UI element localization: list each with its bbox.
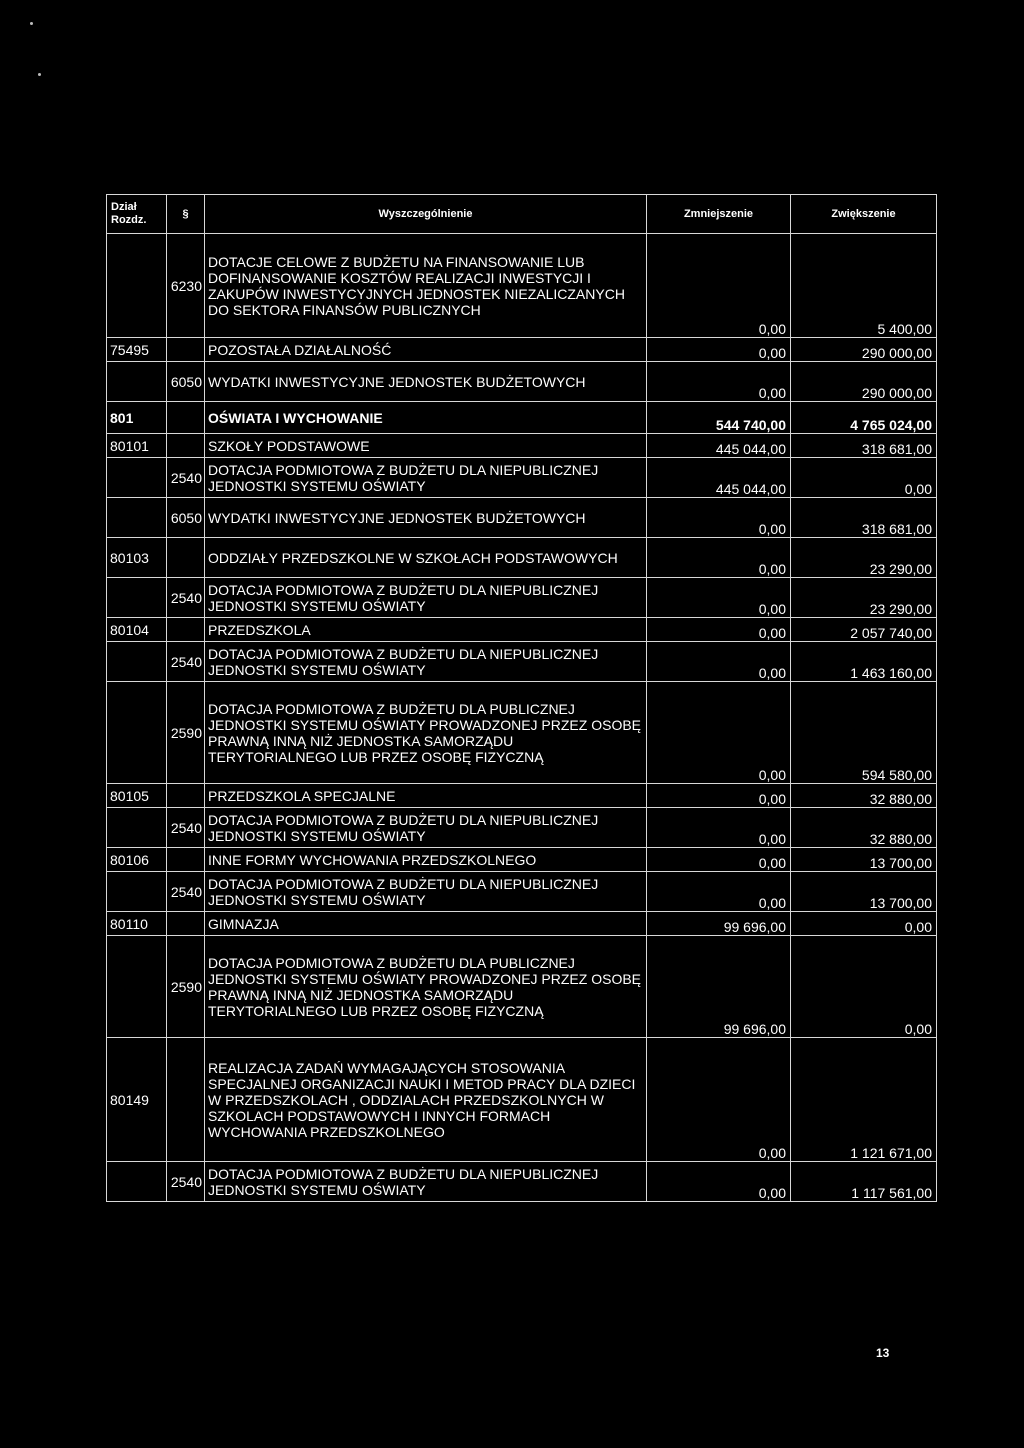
row-decrease-cell: 0,00 xyxy=(647,872,791,912)
table-header-row xyxy=(107,195,937,234)
row-description-cell: DOTACJA PODMIOTOWA Z BUDŻETU DLA PUBLICZNEJ JEDNOSTKI SYSTEMU OŚWIATY PROWADZONEJ PRZEZ OSOBĘ PRAWNĄ INNĄ NIŻ JEDNOSTKA SAMORZĄDU TERYTORIALNEGO LUB PRZEZ OSOBĘ FIZYCZNĄ xyxy=(205,936,647,1038)
row-increase-cell: 290 000,00 xyxy=(791,338,937,362)
row-decrease-cell: 445 044,00 xyxy=(647,458,791,498)
row-decrease-cell: 0,00 xyxy=(647,234,791,338)
row-code-cell: 801 xyxy=(107,402,167,434)
table-row xyxy=(107,402,937,434)
row-description-cell: DOTACJA PODMIOTOWA Z BUDŻETU DLA NIEPUBLICZNEJ JEDNOSTKI SYSTEMU OŚWIATY xyxy=(205,578,647,618)
header-description: Wyszczególnienie xyxy=(205,195,647,234)
row-description-cell: INNE FORMY WYCHOWANIA PRZEDSZKOLNEGO xyxy=(205,848,647,872)
table-row xyxy=(107,808,937,848)
row-paragraph-cell xyxy=(167,338,205,362)
table-row xyxy=(107,618,937,642)
row-decrease-cell: 544 740,00 xyxy=(647,402,791,434)
row-code-cell xyxy=(107,682,167,784)
row-code-cell xyxy=(107,362,167,402)
row-description-cell: WYDATKI INWESTYCYJNE JEDNOSTEK BUDŻETOWYCH xyxy=(205,498,647,538)
table-row xyxy=(107,434,937,458)
row-decrease-cell: 0,00 xyxy=(647,338,791,362)
row-code-cell xyxy=(107,872,167,912)
row-description-cell: PRZEDSZKOLA SPECJALNE xyxy=(205,784,647,808)
row-increase-cell: 23 290,00 xyxy=(791,578,937,618)
row-code-cell: 80101 xyxy=(107,434,167,458)
table-body xyxy=(107,234,937,1202)
row-description-cell: GIMNAZJA xyxy=(205,912,647,936)
row-description-cell: ODDZIAŁY PRZEDSZKOLNE W SZKOŁACH PODSTAWOWYCH xyxy=(205,538,647,578)
scan-speck xyxy=(30,22,33,25)
table-row xyxy=(107,642,937,682)
row-decrease-cell: 0,00 xyxy=(647,848,791,872)
table-row xyxy=(107,538,937,578)
row-increase-cell: 0,00 xyxy=(791,458,937,498)
row-increase-cell: 13 700,00 xyxy=(791,848,937,872)
header-rozdz: Rozdz. xyxy=(111,214,147,226)
table-row xyxy=(107,784,937,808)
row-decrease-cell: 0,00 xyxy=(647,362,791,402)
table-row xyxy=(107,1038,937,1162)
row-paragraph-cell: 2540 xyxy=(167,1162,205,1202)
row-increase-cell: 1 463 160,00 xyxy=(791,642,937,682)
row-paragraph-cell xyxy=(167,912,205,936)
row-decrease-cell: 0,00 xyxy=(647,538,791,578)
table-row xyxy=(107,848,937,872)
header-dzial: Dział xyxy=(111,201,137,213)
row-decrease-cell: 0,00 xyxy=(647,682,791,784)
table-row xyxy=(107,234,937,338)
row-paragraph-cell: 2540 xyxy=(167,642,205,682)
row-paragraph-cell: 2540 xyxy=(167,458,205,498)
row-increase-cell: 32 880,00 xyxy=(791,808,937,848)
row-paragraph-cell: 2590 xyxy=(167,682,205,784)
scan-speck xyxy=(38,73,41,76)
row-decrease-cell: 0,00 xyxy=(647,1162,791,1202)
row-increase-cell: 1 117 561,00 xyxy=(791,1162,937,1202)
row-code-cell xyxy=(107,808,167,848)
table-row xyxy=(107,362,937,402)
row-description-cell: REALIZACJA ZADAŃ WYMAGAJĄCYCH STOSOWANIA SPECJALNEJ ORGANIZACJI NAUKI I METOD PRACY DLA DZIECI W PRZEDSZKOLACH , ODDZIALACH PRZEDSZKOLNYCH W SZKOLACH PODSTAWOWYCH I INNYCH FORMACH WYCHOWANIA PRZEDSZKOLNEGO xyxy=(205,1038,647,1162)
row-increase-cell: 318 681,00 xyxy=(791,434,937,458)
row-code-cell: 80105 xyxy=(107,784,167,808)
row-increase-cell: 5 400,00 xyxy=(791,234,937,338)
row-description-cell: WYDATKI INWESTYCYJNE JEDNOSTEK BUDŻETOWYCH xyxy=(205,362,647,402)
header-increase: Zwiększenie xyxy=(791,195,937,234)
table-row xyxy=(107,1162,937,1202)
row-description-cell: POZOSTAŁA DZIAŁALNOŚĆ xyxy=(205,338,647,362)
row-decrease-cell: 99 696,00 xyxy=(647,936,791,1038)
row-paragraph-cell: 2540 xyxy=(167,578,205,618)
row-code-cell: 80103 xyxy=(107,538,167,578)
row-description-cell: DOTACJA PODMIOTOWA Z BUDŻETU DLA NIEPUBLICZNEJ JEDNOSTKI SYSTEMU OŚWIATY xyxy=(205,872,647,912)
row-decrease-cell: 0,00 xyxy=(647,642,791,682)
row-description-cell: PRZEDSZKOLA xyxy=(205,618,647,642)
row-increase-cell: 290 000,00 xyxy=(791,362,937,402)
table-row xyxy=(107,338,937,362)
row-increase-cell: 0,00 xyxy=(791,936,937,1038)
row-increase-cell: 318 681,00 xyxy=(791,498,937,538)
row-code-cell xyxy=(107,234,167,338)
row-code-cell xyxy=(107,936,167,1038)
row-description-cell: DOTACJA PODMIOTOWA Z BUDŻETU DLA NIEPUBLICZNEJ JEDNOSTKI SYSTEMU OŚWIATY xyxy=(205,808,647,848)
row-increase-cell: 0,00 xyxy=(791,912,937,936)
row-paragraph-cell: 2540 xyxy=(167,808,205,848)
row-paragraph-cell xyxy=(167,434,205,458)
row-increase-cell: 23 290,00 xyxy=(791,538,937,578)
row-code-cell xyxy=(107,642,167,682)
row-paragraph-cell xyxy=(167,1038,205,1162)
table-row xyxy=(107,682,937,784)
row-paragraph-cell: 6230 xyxy=(167,234,205,338)
row-description-cell: DOTACJE CELOWE Z BUDŻETU NA FINANSOWANIE LUB DOFINANSOWANIE KOSZTÓW REALIZACJI INWESTYCJI I ZAKUPÓW INWESTYCYJNYCH JEDNOSTEK NIEZALICZANYCH DO SEKTORA FINANSÓW PUBLICZNYCH xyxy=(205,234,647,338)
row-code-cell xyxy=(107,498,167,538)
page-number: 13 xyxy=(876,1346,890,1360)
row-description-cell: OŚWIATA I WYCHOWANIE xyxy=(205,402,647,434)
row-increase-cell: 4 765 024,00 xyxy=(791,402,937,434)
header-decrease: Zmniejszenie xyxy=(647,195,791,234)
row-decrease-cell: 99 696,00 xyxy=(647,912,791,936)
row-paragraph-cell xyxy=(167,784,205,808)
row-code-cell xyxy=(107,458,167,498)
row-code-cell xyxy=(107,1162,167,1202)
row-increase-cell: 32 880,00 xyxy=(791,784,937,808)
row-decrease-cell: 0,00 xyxy=(647,784,791,808)
header-dzial-rozdz xyxy=(107,195,167,234)
row-decrease-cell: 0,00 xyxy=(647,808,791,848)
table-row xyxy=(107,458,937,498)
row-decrease-cell: 0,00 xyxy=(647,618,791,642)
row-decrease-cell: 0,00 xyxy=(647,1038,791,1162)
row-paragraph-cell: 2590 xyxy=(167,936,205,1038)
row-increase-cell: 13 700,00 xyxy=(791,872,937,912)
row-increase-cell: 594 580,00 xyxy=(791,682,937,784)
table-row xyxy=(107,498,937,538)
header-paragraph: § xyxy=(167,195,205,234)
row-code-cell: 75495 xyxy=(107,338,167,362)
row-paragraph-cell xyxy=(167,538,205,578)
row-code-cell xyxy=(107,578,167,618)
table-row xyxy=(107,936,937,1038)
row-description-cell: SZKOŁY PODSTAWOWE xyxy=(205,434,647,458)
row-paragraph-cell xyxy=(167,848,205,872)
row-paragraph-cell: 2540 xyxy=(167,872,205,912)
row-increase-cell: 1 121 671,00 xyxy=(791,1038,937,1162)
table-row xyxy=(107,912,937,936)
budget-table xyxy=(106,194,937,1202)
row-code-cell: 80110 xyxy=(107,912,167,936)
row-description-cell: DOTACJA PODMIOTOWA Z BUDŻETU DLA NIEPUBLICZNEJ JEDNOSTKI SYSTEMU OŚWIATY xyxy=(205,1162,647,1202)
row-description-cell: DOTACJA PODMIOTOWA Z BUDŻETU DLA PUBLICZNEJ JEDNOSTKI SYSTEMU OŚWIATY PROWADZONEJ PRZEZ OSOBĘ PRAWNĄ INNĄ NIŻ JEDNOSTKA SAMORZĄDU TERYTORIALNEGO LUB PRZEZ OSOBĘ FIZYCZNĄ xyxy=(205,682,647,784)
row-paragraph-cell: 6050 xyxy=(167,362,205,402)
row-code-cell: 80149 xyxy=(107,1038,167,1162)
row-code-cell: 80104 xyxy=(107,618,167,642)
table-row xyxy=(107,872,937,912)
row-description-cell: DOTACJA PODMIOTOWA Z BUDŻETU DLA NIEPUBLICZNEJ JEDNOSTKI SYSTEMU OŚWIATY xyxy=(205,458,647,498)
row-decrease-cell: 0,00 xyxy=(647,578,791,618)
row-code-cell: 80106 xyxy=(107,848,167,872)
row-decrease-cell: 445 044,00 xyxy=(647,434,791,458)
row-increase-cell: 2 057 740,00 xyxy=(791,618,937,642)
row-paragraph-cell xyxy=(167,618,205,642)
row-description-cell: DOTACJA PODMIOTOWA Z BUDŻETU DLA NIEPUBLICZNEJ JEDNOSTKI SYSTEMU OŚWIATY xyxy=(205,642,647,682)
row-paragraph-cell: 6050 xyxy=(167,498,205,538)
row-paragraph-cell xyxy=(167,402,205,434)
row-decrease-cell: 0,00 xyxy=(647,498,791,538)
table-row xyxy=(107,578,937,618)
